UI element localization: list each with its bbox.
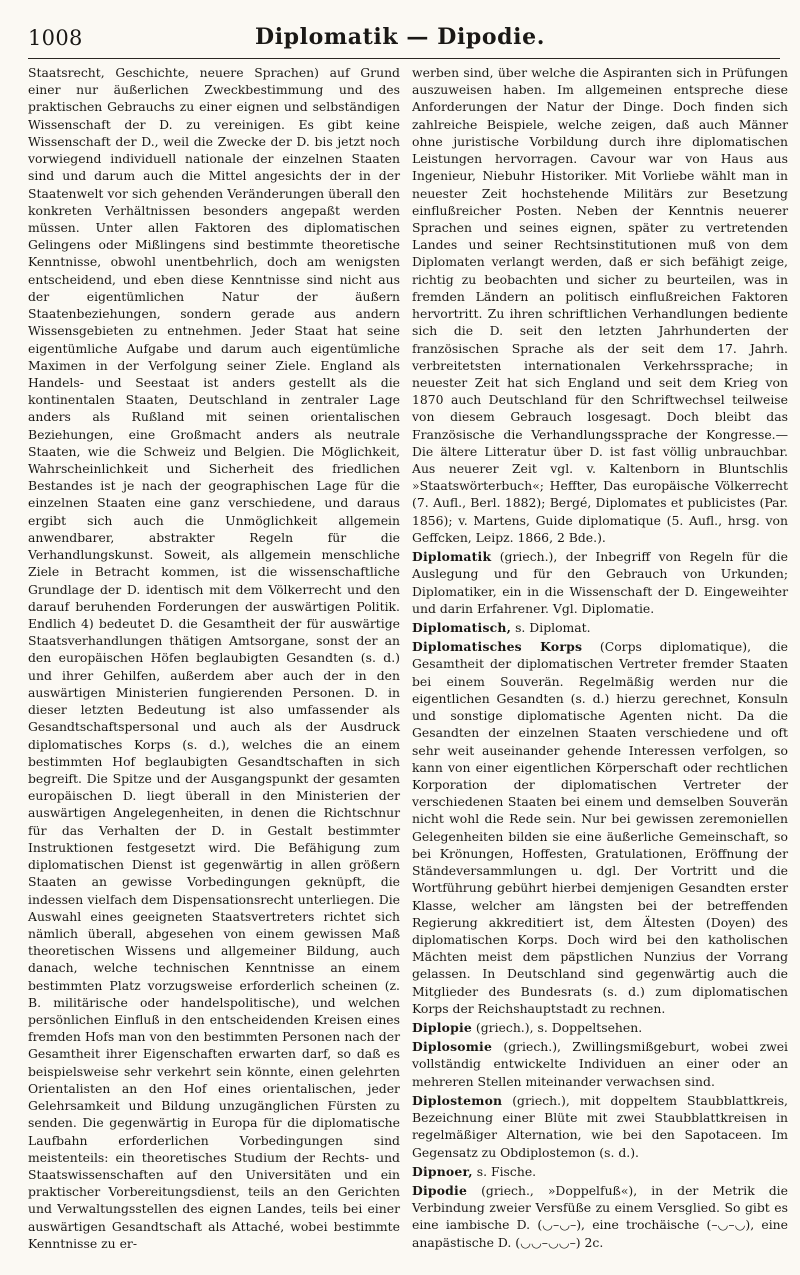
- right-column-continuation: werben sind, über welche die Aspiranten sich in Prüfungen auszuweisen haben. Im allgemeinen entspreche diese Anforderungen der Natur der Dinge. Doch finden sich zahlreiche Beispiele, welche zeigen, daß auch Männer ohne juristische Vorbildung durch ihre diplomatischen Leistungen hervorragen. Cavour war von Haus aus Ingenieur, Niebuhr Historiker. Mit Vorliebe wählt man in neuester Zeit hochstehende Militärs zur Besetzung einflußreicher Posten. Neben der Kenntnis neuerer Sprachen und seines eignen, später zu vertretenden Landes und seiner Rechtsinstitutionen muß von dem Diplomaten verlangt werden, daß er sich befähigt zeige, richtig zu beobachten und sicher zu beurteilen, was in fremden Ländern an politisch einflußreichen Faktoren hervortritt. Zu ihren schriftlichen Verhandlungen bediente sich die D. seit den letzten Jahrhunderten der französischen Sprache als der seit dem 17. Jahrh. verbreitetsten internationalen Verkehrssprache; in neuester Zeit hat sich England und seit dem Krieg von 1870 auch Deutschland für den Schriftwechsel teilweise von diesem Gebrauch losgesagt. Doch bleibt das Französische die Verhandlungssprache der Kongresse.— Die ältere Litteratur über D. ist fast völlig unbrauchbar. Aus neuerer Zeit vgl. v. Kaltenborn in Bluntschlis »Staatswörterbuch«; Heffter, Das europäische Völkerrecht (7. Aufl., Berl. 1882); Bergé, Diplomates et publicistes (Par. 1856); v. Martens, Guide diplomatique (5. Aufl., hrsg. von Geffcken, Leipz. 1866, 2 Bde.).: [412, 65, 788, 545]
- entry-diplostemon: [412, 1092, 788, 1161]
- entry-dipodie: [412, 1182, 788, 1251]
- left-column: [28, 64, 400, 1252]
- entry-body: (griech.), s. Doppeltsehen.: [475, 1020, 643, 1036]
- entry-diplomatik: [412, 548, 788, 617]
- entry-diplomatisches-korps: [412, 638, 788, 1017]
- headword: Diplostemon: [412, 1092, 503, 1108]
- page-header: [0, 0, 800, 58]
- right-column: [412, 64, 788, 1251]
- entry-diplopie: [412, 1019, 788, 1036]
- entry-body: (griech., »Doppelfuß«), in der Metrik die Verbindung zweier Versfüße zu einem Versglied. So gibt es eine iambische D. (◡–◡–), eine trochäische (–◡–◡), eine anapästische D. (◡◡–◡◡–) 2c.: [412, 1183, 788, 1250]
- header-rule: [28, 58, 780, 59]
- entry-body: s. Fische.: [476, 1163, 537, 1179]
- headword: Diplomatisch,: [412, 620, 512, 635]
- entry-body: (griech.), Zwillingsmißgeburt, wobei zwei vollständig entwickelte Individuen an einer oder an mehreren Stellen miteinander verwachsen sind.: [412, 1039, 788, 1089]
- left-column-text: Staatsrecht, Geschichte, neuere Sprachen) auf Grund einer nur äußerlichen Zweckbestimmung und des praktischen Gebrauchs zu einer eignen und selbständigen Wissenschaft der D. zu vereinigen. Es gibt keine Wissenschaft der D., weil die Zwecke der D. bis jetzt noch vorwiegend individuell nationale der einzelnen Staaten sind und darum auch die Mittel angesichts der in der Staatenwelt vor sich gehenden Veränderungen überall den konkreten Verhältnissen besonders angepaßt werden müssen. Unter allen Faktoren des diplomatischen Gelingens oder Mißlingens sind bestimmte theoretische Kenntnisse, obwohl unentbehrlich, doch am wenigsten entscheidend, und eben diese Kenntnisse sind nicht aus der eigentümlichen Natur der äußern Staatenbeziehungen, sondern gerade aus andern Wissensgebieten zu entnehmen. Jeder Staat hat seine eigentümliche Aufgabe und darum auch eigentümliche Maximen in der Verfolgung seiner Ziele. England als Handels- und Seestaat ist anders gestellt als die kontinentalen Staaten, Deutschland in zentraler Lage anders als Rußland mit seinen orientalischen Beziehungen, eine Großmacht anders als neutrale Staaten, wie die Schweiz und Belgien. Die Möglichkeit, Wahrscheinlichkeit und Sicherheit des friedlichen Bestandes ist je nach der geographischen Lage für die einzelnen Staaten eine ganz verschiedene, und daraus ergibt sich auch die Unmöglichkeit allgemein anwendbarer, abstrakter Regeln für die Verhandlungskunst. Soweit, als allgemein menschliche Ziele in Betracht kommen, ist die wissenschaftliche Grundlage der D. identisch mit dem Völkerrecht und den darauf beruhenden Forderungen der auswärtigen Politik. Endlich 4) bedeutet D. die Gesamtheit der für auswärtige Staatsverhandlungen thätigen Amtsorgane, sonst der an den europäischen Höfen beglaubigten Gesandten (s. d.) und ihrer Gehilfen, außerdem aber auch der in den auswärtigen Ministerien fungierenden Personen. D. in dieser letzten Bedeutung ist also umfassender als Gesandtschaftspersonal und auch als der Ausdruck diplomatisches Korps (s. d.), welches die an einem bestimmten Hof beglaubigten Gesandtschaften in sich begreift. Die Spitze und der Ausgangspunkt der gesamten europäischen D. liegt überall in den Ministerien der auswärtigen Angelegenheiten, in denen die Richtschnur für das Verhalten der D. in Gestalt bestimmter Instruktionen festgesetzt wird. Die Befähigung zum diplomatischen Dienst ist gegenwärtig in allen größern Staaten an gewisse Vorbedingungen geknüpft, die indessen vielfach dem Dispensationsrecht unterliegen. Die Auswahl eines geeigneten Staatsvertreters richtet sich nämlich überall, abgesehen von einem gewissen Maß theoretischen Wissens und allgemeiner Bildung, auch danach, welche technischen Kenntnisse an einem bestimmten Platz vorzugsweise erforderlich scheinen (z. B. militärische oder handelspolitische), und welchen persönlichen Einfluß in den entscheidenden Kreisen eines fremden Hofs man von den bestimmten Personen nach der Gesamtheit ihrer Eigenschaften erwarten darf, so daß es beispielsweise sehr verkehrt sein könnte, einen gelehrten Orientalisten an den Hof eines orientalischen, jeder Gelehrsamkeit und Bildung unzugänglichen Fürsten zu senden. Die gegenwärtig in Europa für die diplomatische Laufbahn erforderlichen Vorbedingungen sind meistenteils: ein theoretisches Studium der Rechts- und Staatswissenschaften auf den Universitäten und ein praktischer Vorbereitungsdienst, teils an den Gerichten und Verwaltungsstellen des eignen Landes, teils bei einer auswärtigen Gesandtschaft als Attaché, wobei bestimmte Kenntnisse zu er-: [28, 65, 400, 1251]
- entry-body: (Corps diplomatique), die Gesamtheit der diplomatischen Vertreter fremder Staaten bei einem Souverän. Regelmäßig werden nur die eigentlichen Gesandten (s. d.) hierzu gerechnet, Konsuln und sonstige diplomatische Agenten nicht. Da die Gesandten der einzelnen Staaten verschiedene und oft sehr weit auseinander gehende Interessen verfolgen, so kann von einer eigentlichen Körperschaft oder rechtlichen Korporation der diplomatischen Vertreter der verschiedenen Staaten bei einem und demselben Souverän nicht wohl die Rede sein. Nur bei gewissen zeremoniellen Gelegenheiten bilden sie eine äußerliche Gemeinschaft, so bei Krönungen, Hoffesten, Gratulationen, Eröffnung der Ständeversammlungen u. dgl. Der Vortritt und die Wortführung gebührt hierbei demjenigen Gesandten erster Klasse, welcher am längsten bei der betreffenden Regierung akkreditiert ist, dem Ältesten (Doyen) des diplomatischen Korps. Doch wird bei den katholischen Mächten meist dem päpstlichen Nunzius der Vorrang gelassen. In Deutschland sind gegenwärtig auch die Mitglieder des Bundesrats (s. d.) zum diplomatischen Korps der Reichshauptstadt zu rechnen.: [412, 639, 788, 1016]
- headword: Diplopie: [412, 1020, 472, 1036]
- entry-body: s. Diplomat.: [515, 620, 591, 635]
- headword: Diplosomie: [412, 1039, 493, 1055]
- entry-diplomatisch: [412, 619, 788, 636]
- entry-dipnoer: [412, 1163, 788, 1180]
- headword: Dipnoer,: [412, 1163, 473, 1179]
- running-head: Diplomatik — Dipodie.: [255, 24, 545, 50]
- entry-body: (griech.), der Inbegriff von Regeln für die Auslegung und für den Gebrauch von Urkunden; Diplomatiker, ein in die Wissenschaft der D. Eingeweihter und darin Erfahrener. Vgl. Diplomatie.: [412, 549, 788, 616]
- page-number: 1008: [28, 26, 83, 50]
- entry-diplosomie: [412, 1038, 788, 1090]
- headword: Diplomatik: [412, 549, 492, 565]
- entry-body: (griech.), mit doppeltem Staubblattkreis, Bezeichnung einer Blüte mit zwei Staubblattkreisen in regelmäßiger Alternation, wie bei den Sapotaceen. Im Gegensatz zu Obdiplostemon (s. d.).: [412, 1092, 788, 1160]
- headword: Dipodie: [412, 1183, 468, 1198]
- headword: Diplomatisches Korps: [412, 639, 583, 655]
